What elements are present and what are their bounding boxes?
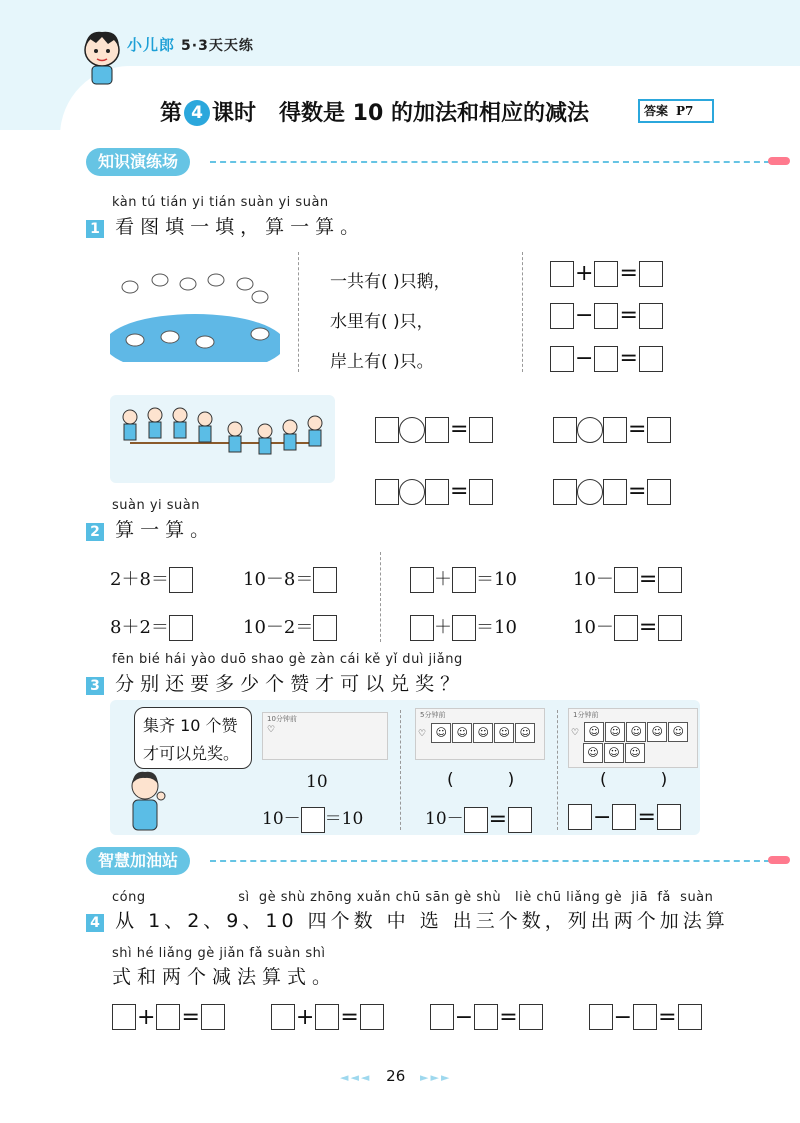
q4-heading (86, 906, 729, 933)
answer-box[interactable] (639, 261, 663, 287)
answer-box[interactable] (425, 479, 449, 505)
q2-pinyin: suàn yi suàn (112, 498, 201, 513)
q1-heading (86, 212, 365, 239)
section-title-practice: 知识演练场 (86, 148, 190, 176)
q2-operator: ＋ (434, 617, 452, 638)
answer-box[interactable] (315, 1004, 339, 1030)
answer-box[interactable] (657, 804, 681, 830)
phone-screen-3 (568, 708, 698, 768)
q3-expr-2: 10－ = (425, 804, 532, 833)
like-avatar: ☺ (452, 723, 472, 743)
answer-box[interactable] (410, 615, 434, 641)
answer-box[interactable] (169, 567, 193, 593)
answer-box[interactable] (612, 804, 636, 830)
q1b-eq-4: = (553, 461, 671, 524)
post-time: 5分钟前 (420, 711, 446, 719)
q1-eq-sub-1: − = (550, 295, 663, 338)
q2-result: ＝10 (476, 617, 517, 638)
answer-box[interactable] (271, 1004, 295, 1030)
answer-box[interactable] (568, 804, 592, 830)
q1b-eq-3: = (553, 398, 671, 461)
q1b-eq-2: = (375, 461, 493, 524)
q4-pinyin-2: shì hé liǎng gè jiǎn fǎ suàn shì (112, 946, 326, 961)
answer-box[interactable] (553, 417, 577, 443)
q2-item (243, 604, 337, 652)
answer-box[interactable] (594, 346, 618, 372)
q4-eq-sub-1: − = (430, 1007, 543, 1026)
q1-line-shore: 岸上有( )只。 (330, 352, 434, 372)
answer-box[interactable] (639, 346, 663, 372)
bubble-line: 才可以兑奖。 (143, 744, 240, 763)
q2-expression: 8＋2＝ (110, 617, 169, 638)
answer-box[interactable] (550, 303, 574, 329)
section-divider (210, 860, 770, 862)
boy-mascot-icon (78, 28, 126, 86)
answer-box[interactable] (614, 567, 638, 593)
q3-blank-2: ( ) (447, 770, 515, 790)
q2-heading (86, 515, 215, 542)
q1-line-total: 一共有( )只鹅， (330, 272, 451, 292)
answer-box[interactable] (678, 1004, 702, 1030)
page-number: 26 (386, 1067, 406, 1085)
like-avatar: ☺ (431, 723, 451, 743)
answer-label: 答案 (644, 104, 669, 118)
q3-text: 分别还要多少个赞才可以兑奖？ (115, 673, 466, 695)
q3-count: 10 (306, 772, 328, 792)
q3-expr-result: ＝10 (324, 809, 364, 829)
like-avatar: ☺ (647, 722, 667, 742)
q1-pinyin: kàn tú tián yi tián suàn yi suàn (112, 195, 329, 210)
bubble-line: 集齐 10 个赞 (143, 716, 238, 735)
q1-divider-right (522, 252, 523, 372)
answer-box[interactable] (589, 1004, 613, 1030)
q2-expression: 10－8＝ (243, 569, 314, 590)
like-avatar: ☺ (626, 722, 646, 742)
answer-box[interactable] (469, 479, 493, 505)
q1-divider-left (298, 252, 299, 372)
brand-name: 小儿郎 (127, 36, 176, 54)
answer-box[interactable] (313, 615, 337, 641)
footer-arrows-right: ►►► (420, 1071, 452, 1084)
post-time: 10分钟前 (267, 715, 297, 723)
answer-box[interactable] (112, 1004, 136, 1030)
q3-expr-1 (262, 804, 363, 833)
answer-box[interactable] (452, 615, 476, 641)
q1-equations (550, 252, 663, 380)
q4-text-1: 从 1、2、9、10 四个数 中 选 出三个数，列出两个加法算 (115, 910, 729, 932)
q2-item (410, 556, 517, 604)
q4-eq-add-2: + = (271, 1007, 384, 1026)
answer-box[interactable] (430, 1004, 454, 1030)
answer-box[interactable] (553, 479, 577, 505)
like-avatar: ☺ (605, 722, 625, 742)
answer-box[interactable] (658, 567, 682, 593)
heart-icon: ♡ (267, 725, 276, 735)
post-time: 1分钟前 (573, 711, 599, 719)
answer-box[interactable] (375, 479, 399, 505)
section-header-practice (86, 148, 706, 176)
answer-box[interactable] (410, 567, 434, 593)
lesson-topic: 得数是 10 的加法和相应的减法 (279, 101, 589, 126)
q2-result: ＝10 (476, 569, 517, 590)
heart-icon: ♡ (418, 729, 427, 739)
pencil-icon (768, 157, 790, 165)
q1-fill-lines (330, 262, 451, 382)
like-avatar: ☺ (584, 722, 604, 742)
like-avatar: ☺ (494, 723, 514, 743)
girl-icon (120, 768, 170, 834)
q1-eq-sub-2: − = (550, 337, 663, 380)
section-title-wisdom: 智慧加油站 (86, 847, 190, 875)
operator-circle[interactable] (577, 417, 603, 443)
answer-box[interactable] (647, 479, 671, 505)
lesson-suffix: 课时 (212, 101, 257, 126)
answer-box[interactable] (301, 807, 325, 833)
q1b-equations-right (553, 398, 671, 523)
answer-box[interactable] (594, 261, 618, 287)
q1b-equations-left (375, 398, 493, 523)
q1-eq-add: + = (550, 252, 663, 295)
q2-item: 10－ = (573, 556, 682, 604)
speech-bubble (134, 707, 252, 769)
q4-number: 4 (86, 914, 104, 932)
answer-box[interactable] (452, 567, 476, 593)
like-avatars (416, 721, 544, 743)
q2-col4 (573, 556, 682, 652)
q2-expression: 10－ (573, 617, 614, 638)
like-avatar: ☺ (583, 743, 603, 763)
page-footer (340, 1067, 451, 1085)
q3-blank-3: ( ) (600, 770, 668, 790)
answer-box[interactable] (603, 479, 627, 505)
pencil-icon (768, 856, 790, 864)
q3-divider-2 (557, 710, 558, 830)
answer-box[interactable] (550, 261, 574, 287)
answer-box[interactable] (313, 567, 337, 593)
brand (127, 34, 254, 55)
q1-text: 看图填一填，算一算。 (115, 216, 366, 238)
q4-equations (112, 1004, 702, 1030)
q4-eq-sub-2: − = (589, 1007, 702, 1026)
answer-box[interactable] (156, 1004, 180, 1030)
q1-line-water: 水里有( )只， (330, 312, 434, 332)
answer-box[interactable] (474, 1004, 498, 1030)
q3-expr-3: − = (568, 804, 681, 830)
q2-expression: 10－ (573, 569, 614, 590)
like-avatar: ☺ (515, 723, 535, 743)
answer-box[interactable] (508, 807, 532, 833)
like-avatar: ☺ (668, 722, 688, 742)
operator-circle[interactable] (399, 417, 425, 443)
answer-page: P7 (676, 104, 694, 118)
q4-pinyin-1: cóng sì gè shù zhōng xuǎn chū sān gè shù liè chū liǎng gè jiā fǎ suàn (112, 890, 714, 905)
q3-pinyin: fēn bié hái yào duō shao gè zàn cái kě yǐ duì jiǎng (112, 652, 463, 667)
q2-col2 (243, 556, 337, 652)
answer-box[interactable] (658, 615, 682, 641)
heart-icon: ♡ (571, 728, 580, 738)
section-header-wisdom (86, 847, 706, 875)
q2-item (410, 604, 517, 652)
like-avatar: ☺ (625, 743, 645, 763)
phone-screen-2 (415, 708, 545, 760)
q2-item (110, 604, 193, 652)
answer-box[interactable] (464, 807, 488, 833)
answer-box[interactable] (519, 1004, 543, 1030)
answer-box[interactable] (594, 303, 618, 329)
answer-box[interactable] (375, 417, 399, 443)
q3-expr-text: 10－ (262, 809, 301, 829)
q2-item: 10－ = (573, 604, 682, 652)
q2-text: 算一算。 (115, 519, 216, 541)
operator-circle[interactable] (577, 479, 603, 505)
q2-operator: ＋ (434, 569, 452, 590)
brand-series: 5·3天天练 (181, 38, 254, 54)
answer-box[interactable] (639, 303, 663, 329)
q2-item (243, 556, 337, 604)
phone-screen-1 (262, 712, 388, 760)
q1b-eq-1: = (375, 398, 493, 461)
q4-eq-add-1: + = (112, 1007, 225, 1026)
answer-reference (638, 99, 714, 123)
answer-box[interactable] (550, 346, 574, 372)
geese-pond-illustration (110, 262, 280, 362)
q2-expression: 10－2＝ (243, 617, 314, 638)
q3-divider-1 (400, 710, 401, 830)
answer-box[interactable] (201, 1004, 225, 1030)
tug-of-war-illustration (110, 395, 335, 483)
operator-circle[interactable] (399, 479, 425, 505)
q3-number: 3 (86, 677, 104, 695)
section-divider (210, 161, 770, 163)
q1-number: 1 (86, 220, 104, 238)
lesson-prefix: 第 (160, 101, 183, 126)
answer-box[interactable] (425, 417, 449, 443)
answer-box[interactable] (169, 615, 193, 641)
q2-col3 (410, 556, 517, 652)
answer-box[interactable] (360, 1004, 384, 1030)
q4-text-2: 式和两个减法算式。 (112, 966, 338, 988)
q3-heading (86, 669, 465, 696)
answer-box[interactable] (614, 615, 638, 641)
answer-box[interactable] (603, 417, 627, 443)
answer-box[interactable] (647, 417, 671, 443)
lesson-number-badge: 4 (184, 100, 210, 126)
q2-number: 2 (86, 523, 104, 541)
like-avatars (569, 721, 697, 763)
like-avatar: ☺ (604, 743, 624, 763)
answer-box[interactable] (469, 417, 493, 443)
like-avatar: ☺ (473, 723, 493, 743)
answer-box[interactable] (633, 1004, 657, 1030)
q2-col1 (110, 556, 193, 652)
q2-divider (380, 552, 381, 642)
lesson-title (160, 96, 589, 127)
q2-item (110, 556, 193, 604)
q3-expr-text: 10－ (425, 809, 464, 829)
footer-arrows-left: ◄◄◄ (340, 1071, 372, 1084)
q2-expression: 2＋8＝ (110, 569, 169, 590)
